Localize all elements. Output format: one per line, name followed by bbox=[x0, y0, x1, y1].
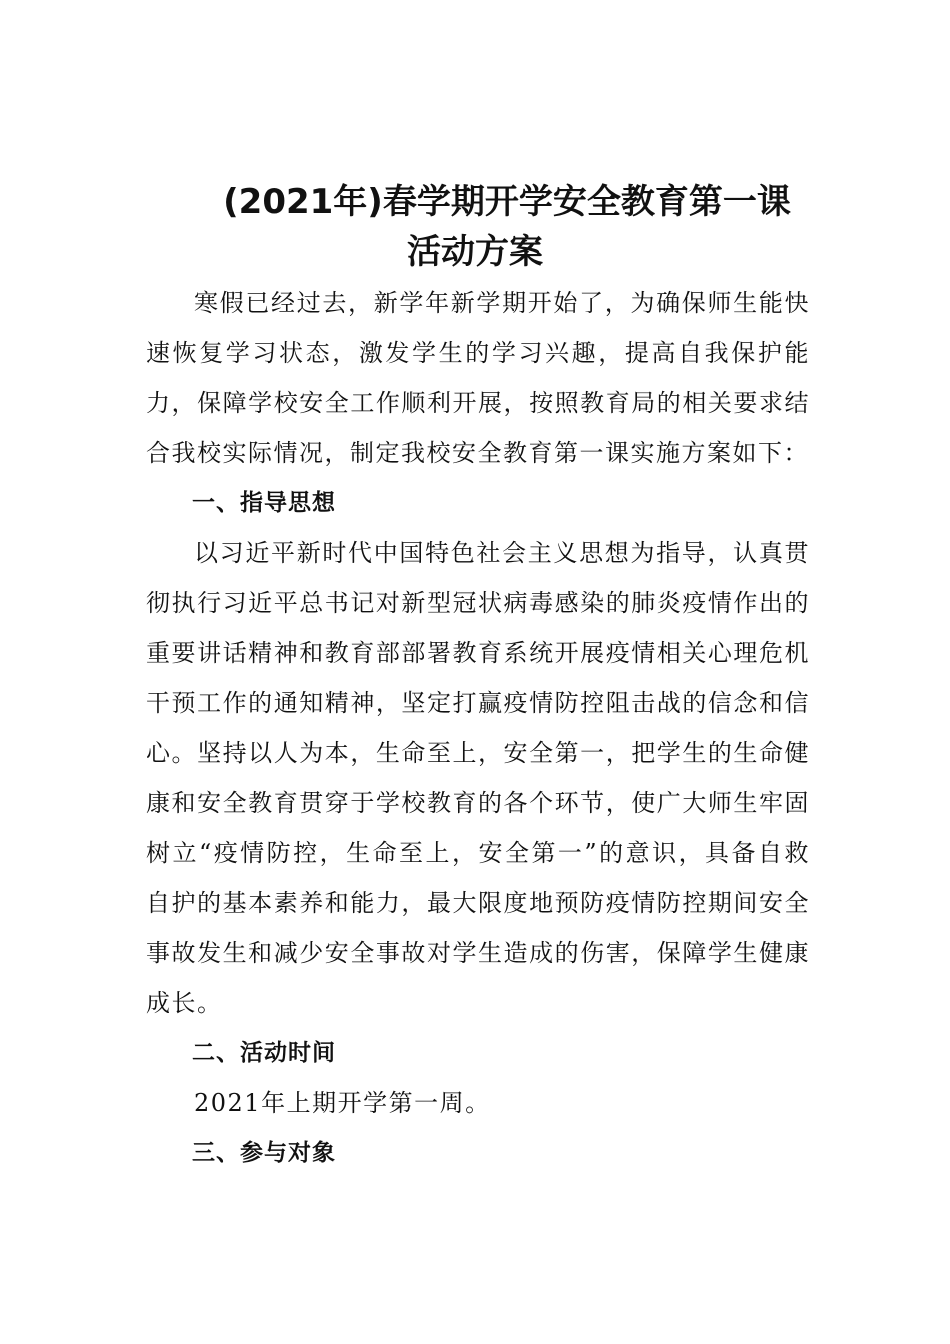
document-body bbox=[146, 278, 810, 1178]
section-body-guiding-ideology: 以习近平新时代中国特色社会主义思想为指导，认真贯彻执行习近平总书记对新型冠状病毒感染的肺炎疫情作出的重要讲话精神和教育部部署教育系统开展疫情相关心理危机干预工作的通知精神，坚定打赢疫情防控阻击战的信念和信心。坚持以人为本，生命至上，安全第一，把学生的生命健康和安全教育贯穿于学校教育的各个环节，使广大师生牢固树立“疫情防控，生命至上，安全第一”的意识，具备自救自护的基本素养和能力，最大限度地预防疫情防控期间安全事故发生和减少安全事故对学生造成的伤害，保障学生健康成长。 bbox=[146, 539, 810, 1017]
section-heading-activity-time: 二、活动时间 bbox=[192, 1040, 336, 1066]
document-title-line2: 活动方案 bbox=[407, 232, 543, 272]
section-body-activity-time: 2021年上期开学第一周。 bbox=[194, 1089, 491, 1117]
document-title-line1: (2021年)春学期开学安全教育第一课 bbox=[223, 182, 791, 222]
section-heading-participants: 三、参与对象 bbox=[192, 1140, 336, 1166]
intro-paragraph: 寒假已经过去，新学年新学期开始了，为确保师生能快速恢复学习状态，激发学生的学习兴趣，提高自我保护能力，保障学校安全工作顺利开展，按照教育局的相关要求结合我校实际情况，制定我校安全教育第一课实施方案如下： bbox=[146, 289, 810, 467]
section-heading-guiding-ideology: 一、指导思想 bbox=[192, 490, 336, 516]
